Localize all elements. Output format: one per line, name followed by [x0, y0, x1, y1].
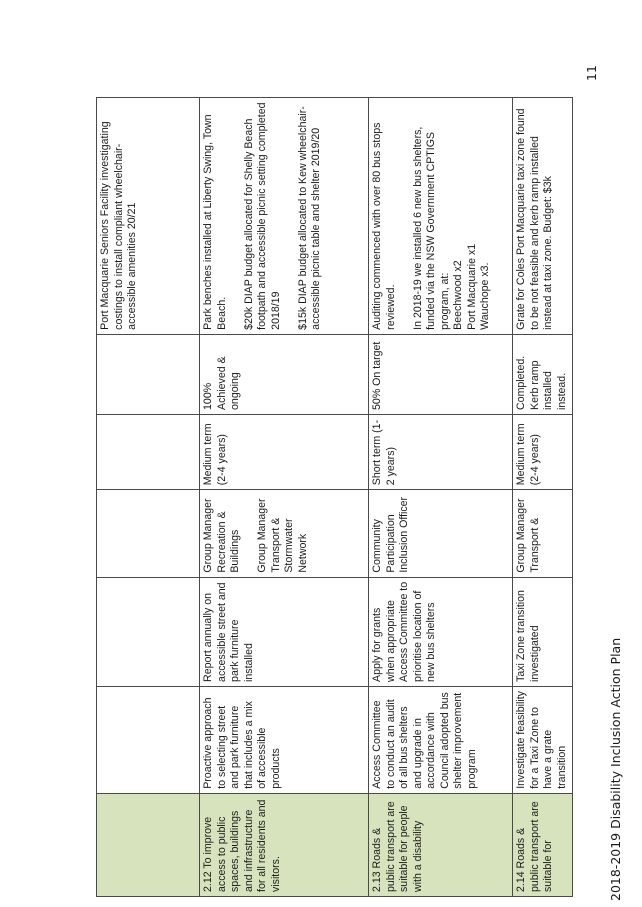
action-cell: Access Committee to conduct an audit of all bus shelters and upgrade in accordance with Council adopted bus shelter improvement program — [369, 686, 513, 793]
status-cell: Completed. Kerb ramp installed instead. — [513, 334, 573, 414]
comments-cell: Auditing commenced with over 80 bus stops reviewed. In 2018-19 we installed 6 new bus shelters, funded via the NSW Government CPTIGS program, at: Beechwood x2 Port Macquarie x1 Wauchope x3. — [369, 98, 513, 335]
responsibility-cell — [97, 490, 200, 577]
measure-cell: Report annually on accessible street and park furniture installed — [200, 577, 369, 686]
objective-cell: 2.13 Roads & public transport are suitable for people with a disability — [369, 793, 513, 896]
action-plan-table — [96, 97, 573, 897]
action-cell — [97, 686, 200, 793]
measure-cell — [97, 577, 200, 686]
measure-cell: Apply for grants when appropriate Access Committee to prioritise location of new bus shelters — [369, 577, 513, 686]
comments-cell: Park benches installed at Liberty Swing, Town Beach. $20k DIAP budget allocated for Shelly Beach footpath and accessible picnic setting completed 2018/19 $15k DIAP budget allocated to Kew wheelchair-accessible picnic table and shelter 2019/20 — [200, 98, 369, 335]
table-row — [369, 98, 513, 897]
comments-cell: Grate for Coles Port Macquarie taxi zone found to be not feasible and kerb ramp installed instead at taxi zone. Budget: $3k — [513, 98, 573, 335]
table-row — [200, 98, 369, 897]
status-cell — [97, 334, 200, 414]
measure-cell: Taxi Zone transition investigated — [513, 577, 573, 686]
comments-cell: Port Macquarie Seniors Facility investigating costings to install compliant wheelchair-accessible amenities 20/21 — [97, 98, 200, 335]
status-cell: 100% Achieved & ongoing — [200, 334, 369, 414]
responsibility-cell: Group Manager Transport & — [513, 490, 573, 577]
responsibility-cell: Community Participation Inclusion Officer — [369, 490, 513, 577]
document-footer: 2018-2019 Disability Inclusion Action Plan — [608, 637, 623, 901]
timeframe-cell: Medium term (2-4 years) — [200, 414, 369, 489]
timeframe-cell: Short term (1-2 years) — [369, 414, 513, 489]
page-number: 11 — [584, 65, 599, 81]
objective-cell: 2.12 To improve access to public spaces, buildings and infrastructure for all residents and visitors. — [200, 793, 369, 896]
objective-cell — [97, 793, 200, 896]
table-row — [97, 98, 200, 897]
action-cell: Investigate feasibility for a Taxi Zone to have a grate transition — [513, 686, 573, 793]
action-cell: Proactive approach to selecting street and park furniture that includes a mix of accessible products — [200, 686, 369, 793]
objective-cell: 2.14 Roads & public transport are suitable for — [513, 793, 573, 896]
timeframe-cell — [97, 414, 200, 489]
status-cell: 50% On target — [369, 334, 513, 414]
table-row — [513, 98, 573, 897]
timeframe-cell: Medium term (2-4 years) — [513, 414, 573, 489]
responsibility-cell: Group Manager Recreation & Buildings Group Manager Transport & Stormwater Network — [200, 490, 369, 577]
